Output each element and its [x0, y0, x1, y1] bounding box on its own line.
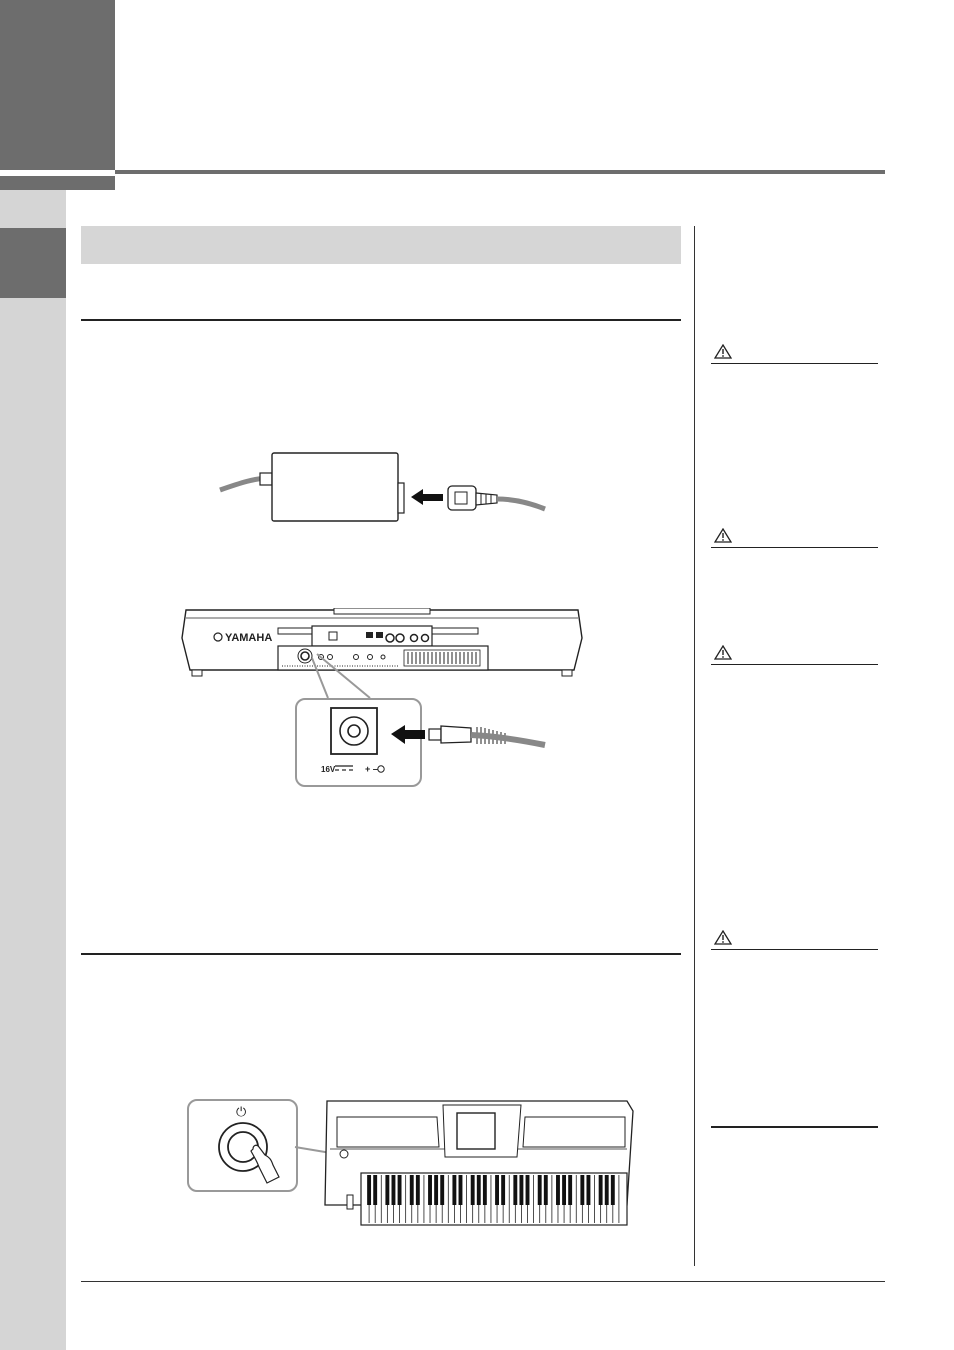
subsection-rule-2	[81, 953, 681, 955]
warning-triangle-icon	[714, 930, 732, 945]
warning-triangle-icon	[714, 344, 732, 359]
dc-jack-figure	[295, 698, 565, 788]
yamaha-logo-icon	[214, 633, 222, 641]
ac-adapter-figure	[215, 445, 555, 530]
margin-caution-2	[711, 528, 878, 548]
chapter-side-tab	[0, 228, 66, 298]
footer-rule	[81, 1281, 885, 1282]
margin-note-rule	[711, 1126, 878, 1128]
header-rule	[115, 170, 885, 174]
column-divider	[694, 226, 695, 1266]
power-icon: ⏻	[236, 1104, 247, 1119]
polarity-label: + –	[365, 764, 378, 774]
insert-arrow-icon	[411, 489, 443, 505]
chapter-corner-block	[0, 0, 115, 170]
keyboard-figure	[187, 1099, 647, 1239]
margin-caution-4	[711, 930, 878, 950]
subsection-rule-1	[81, 319, 681, 321]
margin-caution-1	[711, 344, 878, 364]
section-header-bar	[81, 226, 681, 264]
warning-triangle-icon	[714, 645, 732, 660]
brand-label: YAMAHA	[225, 632, 273, 644]
margin-caution-3	[711, 645, 878, 665]
chapter-corner-strip	[0, 176, 115, 190]
left-sidebar-band	[0, 190, 66, 1350]
warning-triangle-icon	[714, 528, 732, 543]
voltage-label: 16V	[321, 765, 336, 774]
insert-arrow-icon	[391, 725, 425, 744]
